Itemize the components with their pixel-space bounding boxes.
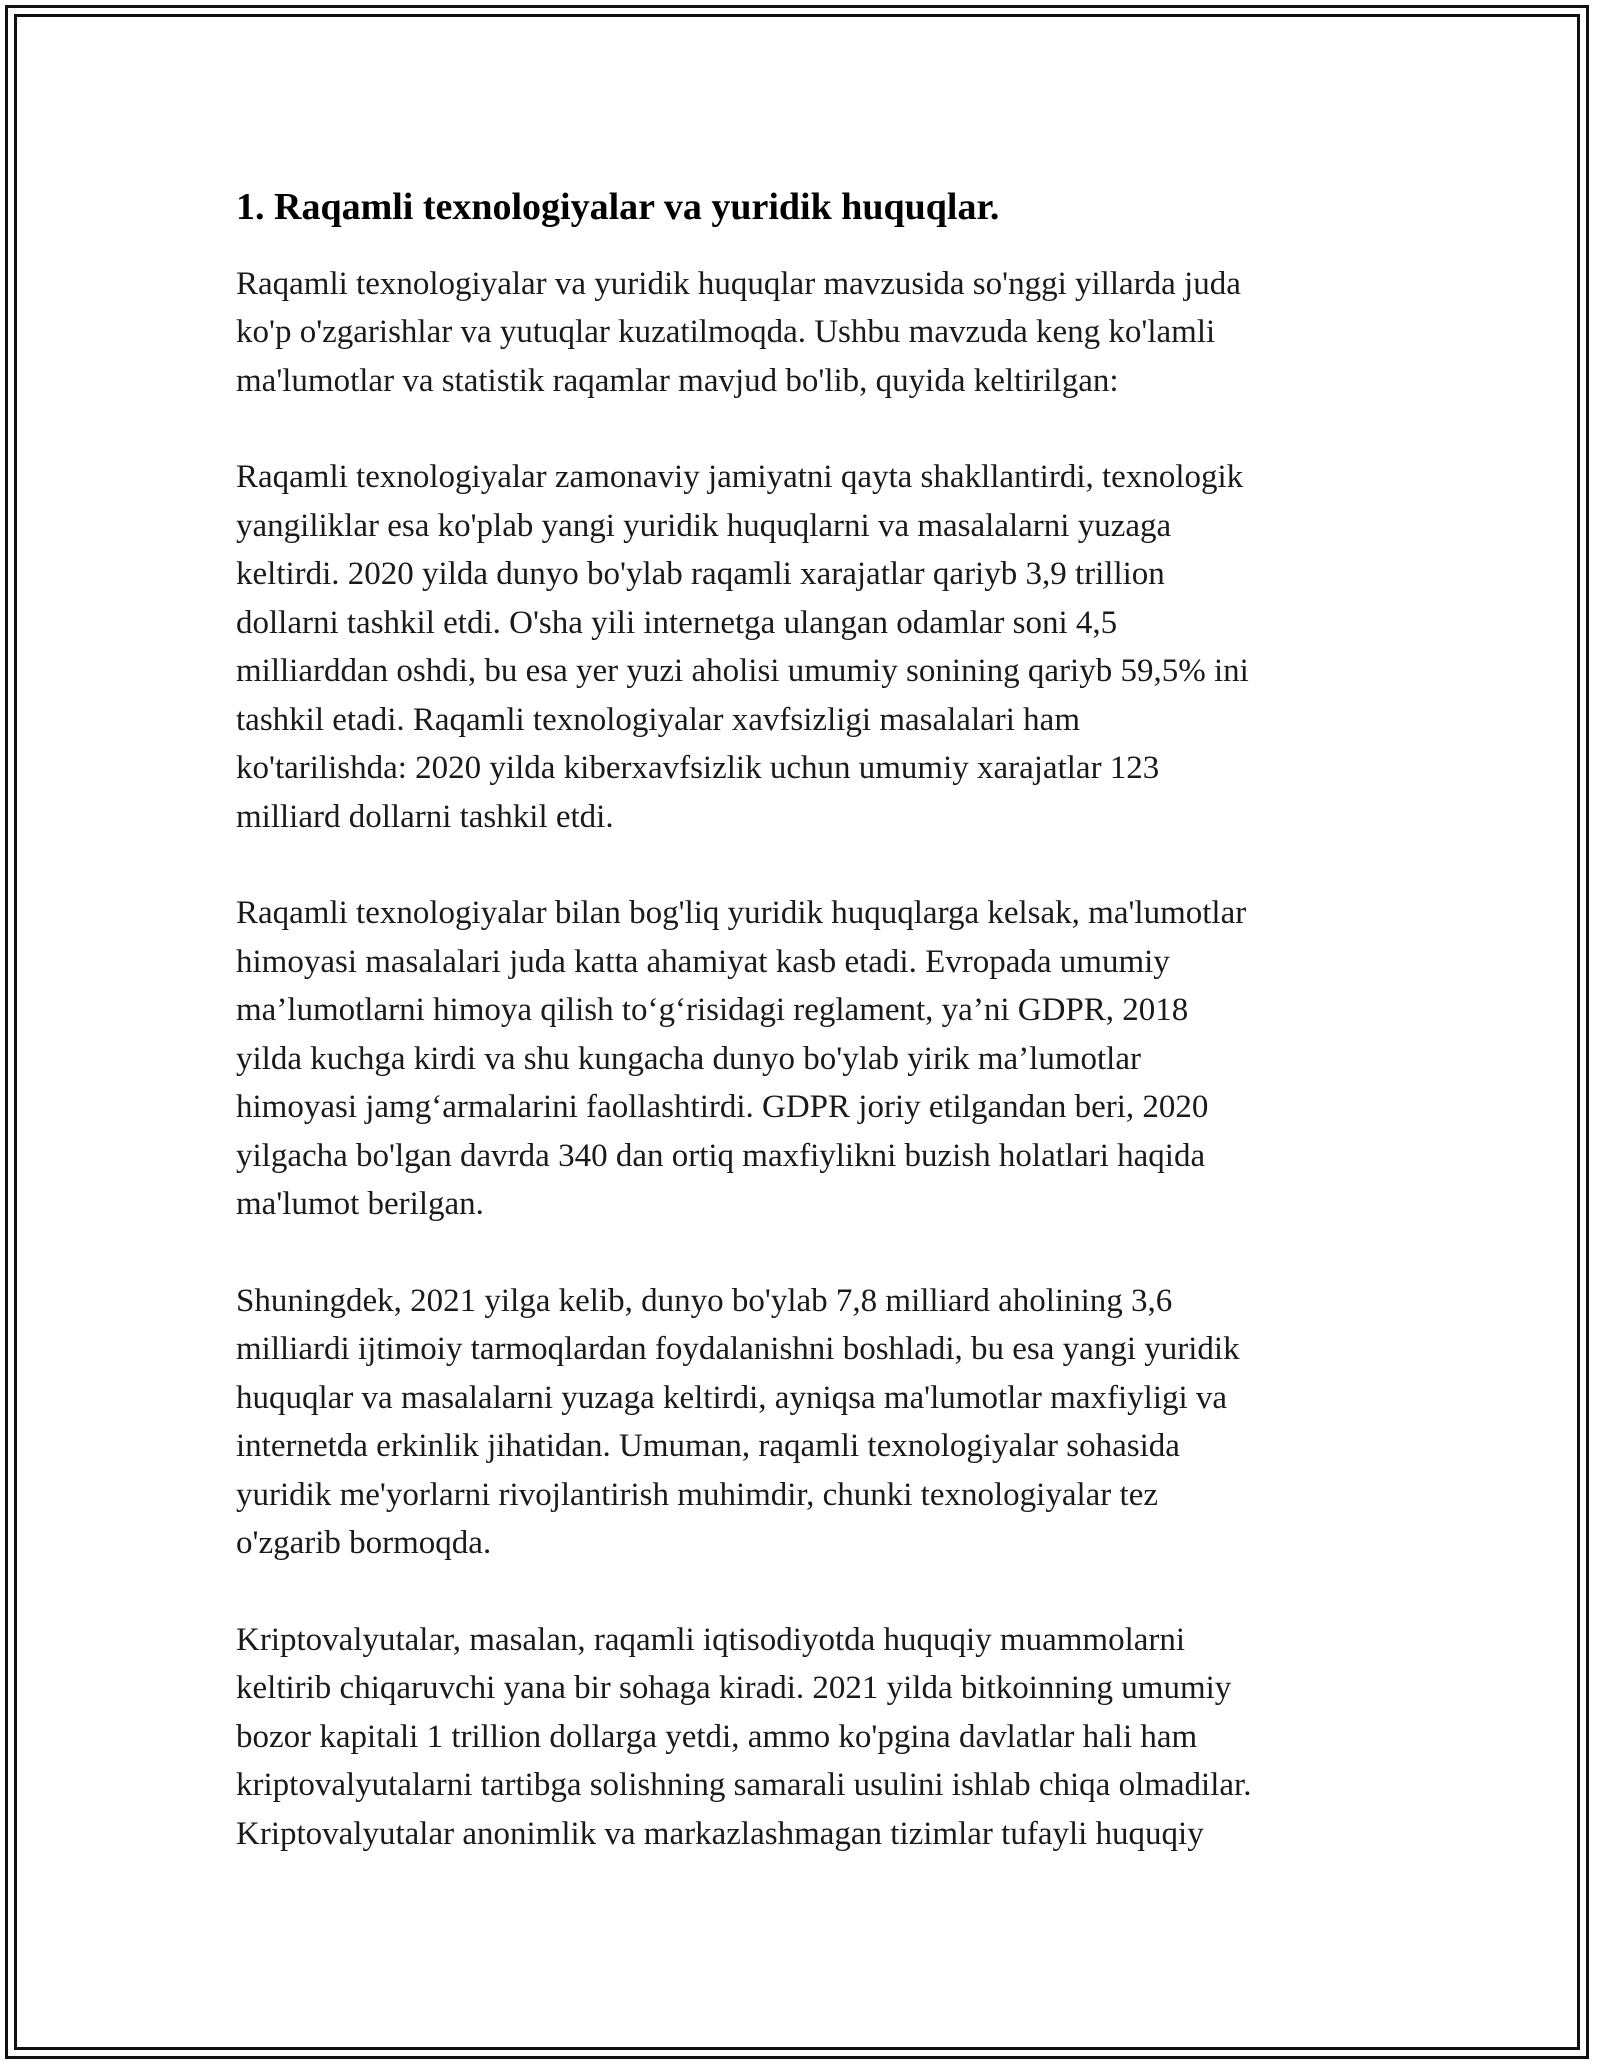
text-line: Kriptovalyutalar anonimlik va markazlashmagan tizimlar tufayli huquqiy — [236, 1815, 1204, 1852]
text-line: internetda erkinlik jihatidan. Umuman, raqamli texnologiyalar sohasida — [236, 1428, 1180, 1464]
text-line: yuridik me'yorlarni rivojlantirish muhimdir, chunki texnologiyalar tez — [236, 1476, 1159, 1513]
text-line: kriptovalyutalarni tartibga solishning samarali usulini ishlab chiqa olmadilar. — [236, 1767, 1252, 1803]
text-line: ko'p o'zgarishlar va yutuqlar kuzatilmoqda. Ushbu mavzuda keng ko'lamli — [236, 314, 1216, 350]
text-line: keltirib chiqaruvchi yana bir sohaga kiradi. 2021 yilda bitkoinning umumiy — [236, 1670, 1232, 1706]
text-line: huquqlar va masalalarni yuzaga keltirdi, ayniqsa ma'lumotlar maxfiyligi va — [236, 1379, 1228, 1416]
text-line: himoyasi jamg‘armalarini faollashtirdi. GDPR joriy etilgandan beri, 2020 — [236, 1089, 1209, 1125]
text-line: o'zgarib bormoqda. — [236, 1525, 492, 1561]
section-heading: 1. Raqamli texnologiyalar va yuridik huquqlar. — [236, 186, 1000, 228]
text-line: keltirdi. 2020 yilda dunyo bo'ylab raqamli xarajatlar qariyb 3,9 trillion — [236, 556, 1165, 592]
text-line: milliard dollarni tashkil etdi. — [236, 798, 614, 835]
text-line: Raqamli texnologiyalar zamonaviy jamiyatni qayta shakllantirdi, texnologik — [236, 459, 1244, 495]
document-body — [236, 184, 1376, 1906]
text-line: yangiliklar esa ko'plab yangi yuridik huquqlarni va masalalarni yuzaga — [236, 507, 1172, 544]
text-line: Raqamli texnologiyalar va yuridik huquqlar mavzusida so'nggi yillarda juda — [236, 265, 1241, 302]
paragraph — [236, 889, 1376, 1229]
text-line: ma'lumot berilgan. — [236, 1186, 484, 1222]
text-line: Shuningdek, 2021 yilga kelib, dunyo bo'ylab 7,8 milliard aholining 3,6 — [236, 1282, 1173, 1319]
text-line: dollarni tashkil etdi. O'sha yili internetga ulangan odamlar soni 4,5 — [236, 604, 1118, 641]
text-line: Kriptovalyutalar, masalan, raqamli iqtisodiyotda huquqiy muammolarni — [236, 1621, 1186, 1658]
paragraph — [236, 1277, 1376, 1568]
text-line: milliarddan oshdi, bu esa yer yuzi aholisi umumiy sonining qariyb 59,5% ini — [236, 653, 1249, 689]
text-line: ma'lumotlar va statistik raqamlar mavjud bo'lib, quyida keltirilgan: — [236, 362, 1119, 399]
paragraph — [236, 260, 1376, 406]
text-line: tashkil etadi. Raqamli texnologiyalar xavfsizligi masalalari ham — [236, 701, 1080, 738]
paragraph — [236, 1616, 1376, 1859]
text-line: Raqamli texnologiyalar bilan bog'liq yuridik huquqlarga kelsak, ma'lumotlar — [236, 895, 1247, 931]
text-line: himoyasi masalalari juda katta ahamiyat kasb etadi. Evropada umumiy — [236, 943, 1170, 980]
text-line: milliardi ijtimoiy tarmoqlardan foydalanishni boshladi, bu esa yangi yuridik — [236, 1331, 1240, 1367]
text-line: ma’lumotlarni himoya qilish to‘g‘risidagi reglament, ya’ni GDPR, 2018 — [236, 992, 1189, 1028]
text-line: yilda kuchga kirdi va shu kungacha dunyo bo'ylab yirik ma’lumotlar — [236, 1040, 1141, 1077]
text-line: ko'tarilishda: 2020 yilda kiberxavfsizlik uchun umumiy xarajatlar 123 — [236, 750, 1160, 786]
text-line: bozor kapitali 1 trillion dollarga yetdi, ammo ko'pgina davlatlar hali ham — [236, 1718, 1198, 1755]
paragraph — [236, 453, 1376, 841]
text-line: yilgacha bo'lgan davrda 340 dan ortiq maxfiylikni buzish holatlari haqida — [236, 1137, 1206, 1174]
